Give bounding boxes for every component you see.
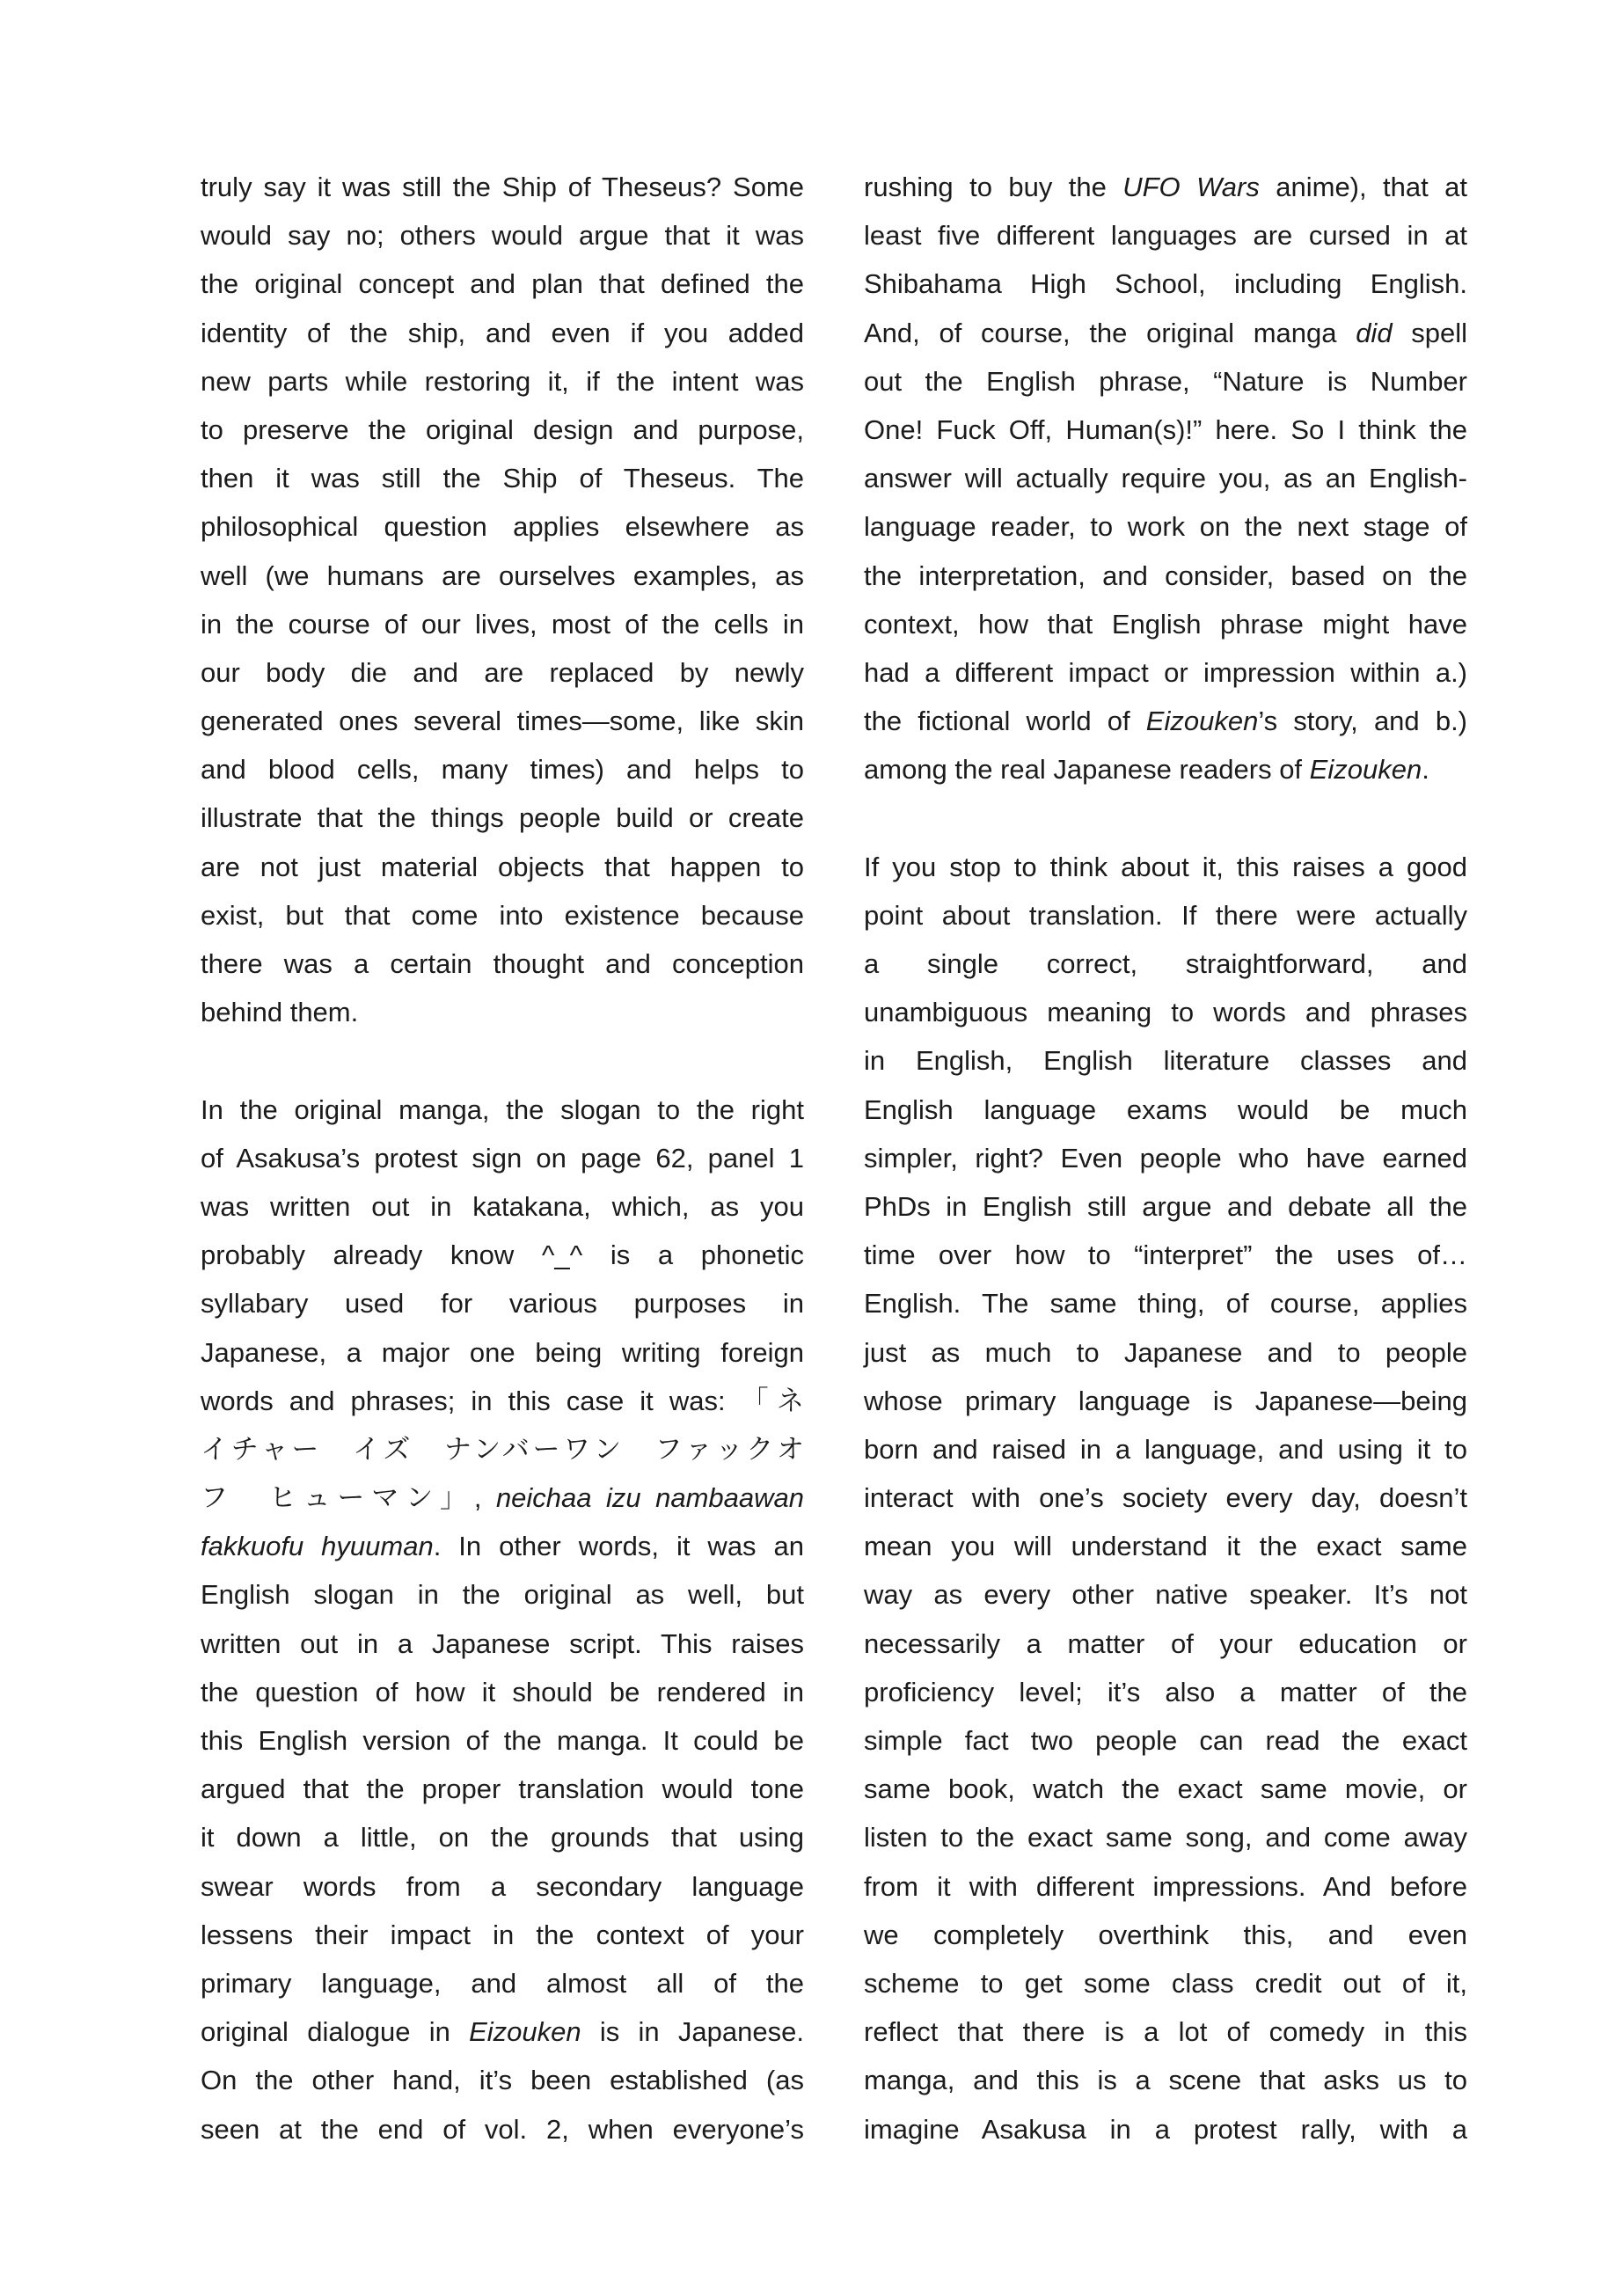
text-run: And, of course, the original manga (864, 317, 1356, 348)
italic-text-run: fakkuofu hyuuman (201, 1531, 434, 1562)
text-line: the original concept and plan that defined the (201, 268, 804, 300)
text-run: rushing to buy the (864, 172, 1123, 202)
text-line: from it with different impressions. And before (864, 1870, 1467, 1902)
text-line: had a different impact or impression within a.) (864, 656, 1467, 688)
text-line: written out in a Japanese script. This raises (201, 1627, 804, 1659)
text-line: well (we humans are ourselves examples, as (201, 559, 804, 591)
text-line: English language exams would be much (864, 1093, 1467, 1125)
text-line: the interpretation, and consider, based on the (864, 559, 1467, 591)
text-line: answer will actually require you, as an English- (864, 463, 1467, 494)
text-line: English. The same thing, of course, applies (864, 1288, 1467, 1320)
text-line: interact with one’s society every day, doesn’t (864, 1482, 1467, 1514)
text-line: truly say it was still the Ship of Theseus? Some (201, 172, 804, 202)
text-line (864, 745, 1467, 793)
text-run: . In other words, it was an (433, 1531, 805, 1562)
text-line: this English version of the manga. It could be (201, 1725, 804, 1756)
text-run: among the real Japanese readers of (864, 754, 1310, 786)
text-run: ’s story, and b.) (1258, 706, 1467, 737)
text-line: it down a little, on the grounds that using (201, 1822, 804, 1854)
text-run: spell (1392, 317, 1467, 348)
text-line: words and phrases; in this case it was: 「ネ (201, 1385, 804, 1416)
text-line: to preserve the original design and purpose, (201, 413, 804, 445)
text-line: then it was still the Ship of Theseus. The (201, 463, 804, 494)
text-line: Shibahama High School, including English. (864, 268, 1467, 300)
text-line: identity of the ship, and even if you added (201, 317, 804, 348)
text-line: primary language, and almost all of the (201, 1967, 804, 1999)
text-line (201, 2007, 804, 2056)
text-run: フ ヒューマン」, (201, 1482, 496, 1514)
text-line: born and raised in a language, and using it to (864, 1433, 1467, 1465)
paragraph (201, 1086, 804, 2153)
text-line (201, 1522, 804, 1570)
text-line: are not just material objects that happen to (201, 851, 804, 882)
text-line: PhDs in English still argue and debate all the (864, 1190, 1467, 1222)
text-line: language reader, to work on the next stage of (864, 511, 1467, 543)
text-line: time over how to “interpret” the uses of… (864, 1239, 1467, 1271)
italic-text-run: did (1356, 317, 1393, 348)
text-line: probably already know ^_^ is a phonetic (201, 1239, 804, 1271)
text-line: reflect that there is a lot of comedy in this (864, 2016, 1467, 2048)
text-line: unambiguous meaning to words and phrases (864, 997, 1467, 1028)
text-line: point about translation. If there were actually (864, 899, 1467, 931)
text-line: just as much to Japanese and to people (864, 1336, 1467, 1368)
italic-text-run: neichaa izu nambaawan (495, 1482, 804, 1514)
text-run: original dialogue in (201, 2016, 470, 2048)
text-line: necessarily a matter of your education or (864, 1627, 1467, 1659)
text-line: least five different languages are cursed in at (864, 220, 1467, 252)
text-line: in the course of our lives, most of the cells in (201, 608, 804, 640)
text-line: imagine Asakusa in a protest rally, with a (864, 2113, 1467, 2145)
text-line: manga, and this is a scene that asks us to (864, 2065, 1467, 2096)
text-line: context, how that English phrase might have (864, 608, 1467, 640)
text-line: would say no; others would argue that it was (201, 220, 804, 252)
text-run: anime), that at (1259, 172, 1467, 202)
text-line (864, 697, 1467, 745)
text-line: a single correct, straightforward, and (864, 948, 1467, 979)
text-line: swear words from a secondary language (201, 1870, 804, 1902)
text-line: イチャー イズ ナンバーワン ファックオ (201, 1433, 804, 1465)
text-line: syllabary used for various purposes in (201, 1288, 804, 1320)
text-line: same book, watch the exact same movie, or (864, 1773, 1467, 1805)
text-line: in English, English literature classes and (864, 1045, 1467, 1077)
text-line: mean you will understand it the exact same (864, 1531, 1467, 1562)
text-line: illustrate that the things people build or create (201, 802, 804, 834)
text-line: we completely overthink this, and even (864, 1919, 1467, 1950)
text-line: was written out in katakana, which, as you (201, 1190, 804, 1222)
text-line: new parts while restoring it, if the intent was (201, 365, 804, 397)
text-line: On the other hand, it’s been established (as (201, 2065, 804, 2096)
text-line: Japanese, a major one being writing foreign (201, 1336, 804, 1368)
text-line: simple fact two people can read the exact (864, 1725, 1467, 1756)
text-run: the fictional world of (864, 706, 1146, 737)
text-line: lessens their impact in the context of your (201, 1919, 804, 1950)
text-line: there was a certain thought and conception (201, 948, 804, 979)
text-line: listen to the exact same song, and come away (864, 1822, 1467, 1854)
text-line: English slogan in the original as well, but (201, 1579, 804, 1611)
text-line: One! Fuck Off, Human(s)!” here. So I think the (864, 413, 1467, 445)
text-line: our body die and are replaced by newly (201, 656, 804, 688)
italic-text-run: UFO Wars (1122, 172, 1260, 202)
left-column (201, 163, 804, 2153)
text-line: and blood cells, many times) and helps to (201, 754, 804, 786)
text-line: If you stop to think about it, this raises a good (864, 851, 1467, 882)
text-line: In the original manga, the slogan to the right (201, 1093, 804, 1125)
text-line: way as every other native speaker. It’s not (864, 1579, 1467, 1611)
paragraph (864, 163, 1467, 793)
text-line (864, 309, 1467, 357)
text-run: . (1422, 754, 1429, 786)
italic-text-run: Eizouken (1145, 706, 1259, 737)
text-line: of Asakusa’s protest sign on page 62, panel 1 (201, 1142, 804, 1174)
text-line: generated ones several times—some, like skin (201, 706, 804, 737)
text-line (864, 163, 1467, 211)
text-line: exist, but that come into existence because (201, 899, 804, 931)
right-column (864, 163, 1467, 2153)
text-line: proficiency level; it’s also a matter of the (864, 1676, 1467, 1707)
paragraph (201, 163, 804, 1036)
text-line: out the English phrase, “Nature is Number (864, 365, 1467, 397)
text-line: whose primary language is Japanese—being (864, 1385, 1467, 1416)
italic-text-run: Eizouken (469, 2016, 581, 2048)
text-run: is in Japanese. (581, 2016, 804, 2048)
paragraph (864, 843, 1467, 2153)
text-line: behind them. (201, 997, 359, 1028)
text-line (201, 1473, 804, 1522)
text-line: philosophical question applies elsewhere as (201, 511, 804, 543)
text-line: argued that the proper translation would tone (201, 1773, 804, 1805)
italic-text-run: Eizouken (1309, 754, 1422, 786)
text-line: simpler, right? Even people who have earned (864, 1142, 1467, 1174)
text-line: the question of how it should be rendered in (201, 1676, 804, 1707)
text-line: seen at the end of vol. 2, when everyone’s (201, 2113, 804, 2145)
text-line: scheme to get some class credit out of it, (864, 1967, 1467, 1999)
